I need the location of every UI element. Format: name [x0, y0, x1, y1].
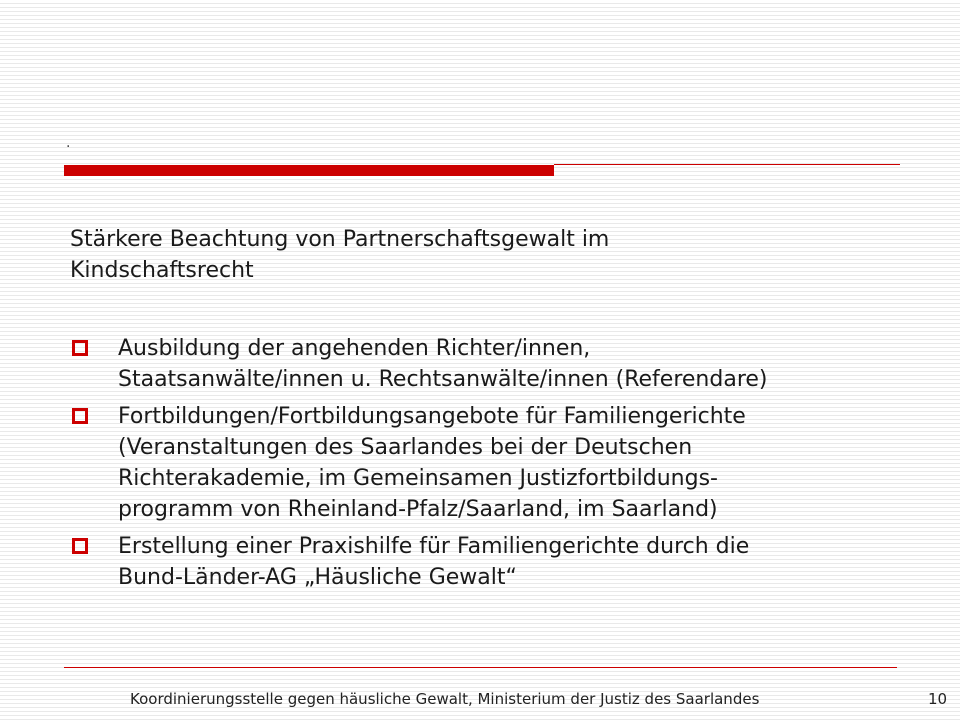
bullet-line: (Veranstaltungen des Saarlandes bei der Deutschen: [118, 435, 693, 460]
square-outline-icon: [72, 340, 88, 356]
footer-divider: [64, 667, 897, 668]
bullet-item-further-training: [70, 401, 900, 525]
bullet-line: Bund-Länder-AG „Häusliche Gewalt“: [118, 565, 517, 590]
bullet-line: Erstellung einer Praxishilfe für Familiengerichte durch die: [118, 534, 750, 559]
bullet-line: Fortbildungen/Fortbildungsangebote für Familiengerichte: [118, 404, 746, 429]
footer-text: Koordinierungsstelle gegen häusliche Gewalt, Ministerium der Justiz des Saarlandes: [130, 690, 760, 708]
title-accent-line: [554, 164, 900, 165]
bullet-item-training: [70, 333, 900, 395]
page-number: 10: [928, 690, 948, 708]
bullet-line: programm von Rheinland-Pfalz/Saarland, im Saarland): [118, 497, 718, 522]
title-accent-bar: [64, 165, 554, 176]
bullet-list: [70, 333, 900, 599]
subtitle-line-2: Kindschaftsrecht: [70, 258, 254, 283]
bullet-line: Staatsanwälte/innen u. Rechtsanwälte/innen (Referendare): [118, 367, 768, 392]
square-outline-icon: [72, 408, 88, 424]
slide-title: .: [66, 135, 71, 151]
bullet-line: Richterakademie, im Gemeinsamen Justizfortbildungs-: [118, 466, 718, 491]
slide-subtitle: [70, 224, 890, 286]
bullet-item-practice-guide: [70, 531, 900, 593]
square-outline-icon: [72, 538, 88, 554]
bullet-line: Ausbildung der angehenden Richter/innen,: [118, 336, 591, 361]
subtitle-line-1: Stärkere Beachtung von Partnerschaftsgewalt im: [70, 227, 610, 252]
